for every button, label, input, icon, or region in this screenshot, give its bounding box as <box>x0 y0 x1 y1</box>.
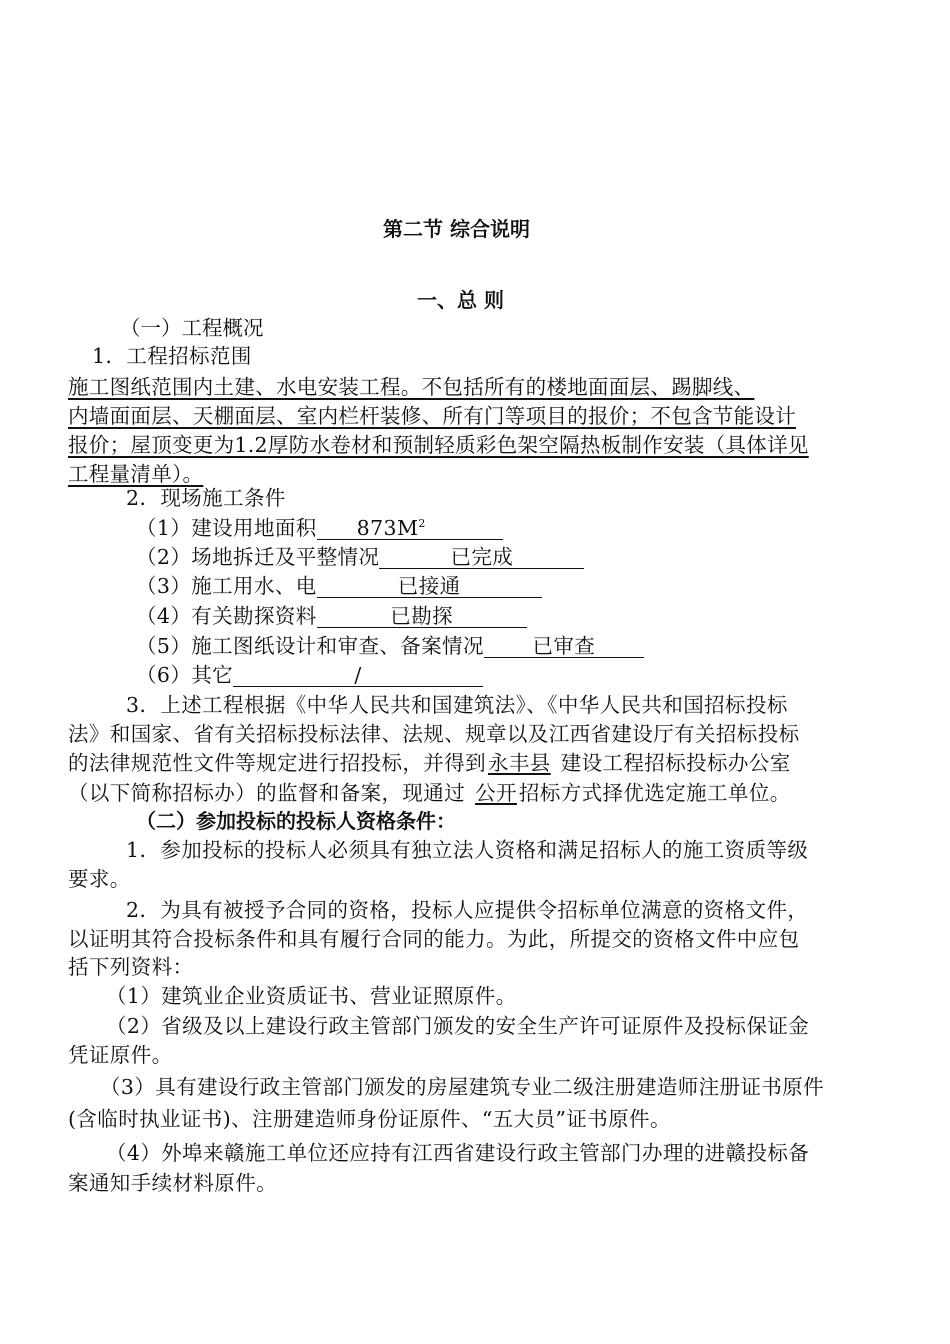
condition-label: （5）施工图纸设计和审查、备案情况 <box>136 634 484 658</box>
scope-line-3: 报价；屋顶变更为1.2厚防水卷材和预制轻质彩色架空隔热板制作安装（具体详见 <box>68 433 809 457</box>
condition-value-blank <box>317 517 503 540</box>
item-3-line-2: 法》和国家、省有关招标投标法律、法规、规章以及江西省建设厅有关招标投标 <box>68 722 800 746</box>
requirement-2-line-2: 凭证原件。 <box>68 1043 173 1067</box>
condition-label: （1）建设用地面积 <box>136 516 317 540</box>
item-3-line-4 <box>68 778 791 808</box>
text-segment: （以下简称招标办）的监督和备案，现通过 <box>68 781 466 805</box>
condition-value: / <box>233 664 483 687</box>
condition-row <box>136 601 527 631</box>
scope-line-2: 内墙面面层、天棚面层、室内栏杆装修、所有门等项目的报价；不包含节能设计 <box>68 404 796 428</box>
qualification-2-line-1: 2．为具有被授予合同的资格，投标人应提供令招标单位满意的资格文件， <box>126 898 809 922</box>
requirement-4-line-2: 案通知手续材料原件。 <box>68 1171 277 1195</box>
requirement-3-line-1: （3）具有建设行政主管部门颁发的房屋建筑专业二级注册建造师注册证书原件 <box>100 1075 825 1099</box>
condition-row <box>136 571 542 601</box>
item-3-line-3 <box>68 748 791 778</box>
bidding-method: 公开 <box>475 781 517 805</box>
requirement-2-line-1: （2）省级及以上建设行政主管部门颁发的安全生产许可证原件及投标保证金 <box>106 1014 810 1038</box>
qualification-1-line-1: 1．参加投标的投标人必须具有独立法人资格和满足招标人的施工资质等级 <box>126 838 809 862</box>
scope-line-1: 施工图纸范围内土建、水电安装工程。不包括所有的楼地面面层、踢脚线、 <box>68 375 755 399</box>
condition-label: （2）场地拆迁及平整情况 <box>136 545 380 569</box>
condition-value: 已完成 <box>379 546 584 569</box>
condition-value: 已勘探 <box>317 605 527 628</box>
item-2-title: 2．现场施工条件 <box>126 486 286 510</box>
condition-value: 873M <box>356 516 419 540</box>
superscript: 2 <box>418 517 426 531</box>
subsection-title-project-overview: （一）工程概况 <box>120 316 264 340</box>
item-1-title: 1．工程招标范围 <box>92 344 252 368</box>
condition-value: 已审查 <box>484 635 644 658</box>
condition-value: 已接通 <box>317 575 542 598</box>
scope-line-4: 工程量清单）。 <box>68 462 204 486</box>
condition-row <box>136 513 503 543</box>
qualification-1-line-2: 要求。 <box>68 867 131 891</box>
county-name: 永丰县 <box>488 751 551 775</box>
text-segment: 招标方式择优选定施工单位。 <box>518 781 791 805</box>
requirement-3-line-2: (含临时执业证书)、注册建造师身份证原件、“五大员”证书原件。 <box>68 1107 671 1131</box>
text-segment: 的法律规范性文件等规定进行招投标，并得到 <box>68 751 486 775</box>
qualification-2-line-2: 以证明其符合投标条件和具有履行合同的能力。为此，所提交的资格文件中应包 <box>68 927 800 951</box>
condition-row <box>136 542 584 572</box>
qualification-2-line-3: 括下列资料： <box>68 955 194 979</box>
item-3-line-1: 3．上述工程根据《中华人民共和国建筑法》、《中华人民共和国招标投标 <box>126 693 788 717</box>
text-segment: 建设工程招标投标办公室 <box>560 751 791 775</box>
condition-label: （4）有关勘探资料 <box>136 604 317 628</box>
requirement-4-line-1: （4）外埠来赣施工单位还应持有江西省建设行政主管部门办理的进赣投标备 <box>106 1141 810 1165</box>
chapter-title: 一、总 则 <box>417 288 504 312</box>
condition-row <box>136 631 644 661</box>
section-title: 第二节 综合说明 <box>383 217 530 241</box>
condition-row <box>136 660 483 690</box>
subsection-title-qualifications: （二）参加投标的投标人资格条件： <box>136 809 456 833</box>
condition-label: （6）其它 <box>136 663 234 687</box>
condition-label: （3）施工用水、电 <box>136 574 317 598</box>
requirement-1: （1）建筑业企业资质证书、营业证照原件。 <box>106 984 517 1008</box>
